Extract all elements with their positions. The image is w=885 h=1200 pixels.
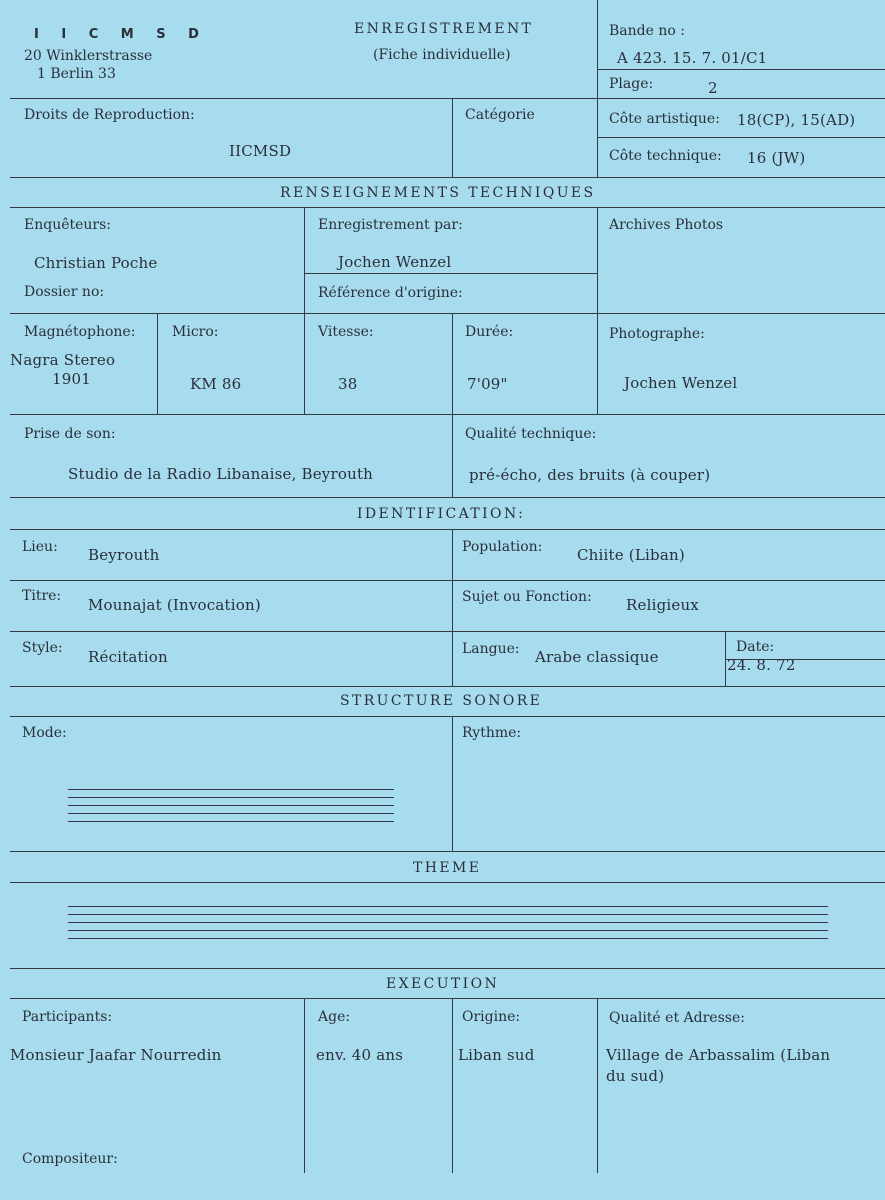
rule [10,98,885,99]
compositeur-label: Compositeur: [22,1151,118,1167]
date-value: 24. 8. 72 [727,656,796,674]
droits-label: Droits de Reproduction: [24,107,195,123]
enregistrement-par-value: Jochen Wenzel [338,253,452,271]
plage-label: Plage: [609,76,654,92]
magnetophone-value-1: Nagra Stereo [10,351,116,369]
mode-staff-line [68,813,394,814]
enqueteurs-label: Enquêteurs: [24,217,112,233]
style-label: Style: [22,640,63,656]
mode-label: Mode: [22,725,67,741]
rule [10,631,885,632]
page-title: ENREGISTREMENT [354,21,534,37]
rule [452,998,453,1173]
age-value: env. 40 ans [316,1046,404,1064]
magnetophone-label: Magnétophone: [24,324,136,340]
rule [304,998,305,1173]
participants-label: Participants: [22,1009,113,1025]
archives-photos-label: Archives Photos [609,217,724,233]
plage-value: 2 [708,79,718,97]
theme-staff-line [68,930,828,931]
qualite-technique-label: Qualité technique: [465,426,597,442]
rule [10,177,885,178]
micro-label: Micro: [172,324,219,340]
style-value: Récitation [88,648,168,666]
page-subtitle: (Fiche individuelle) [373,47,511,63]
institution-logo: I I C M S D [34,27,208,42]
langue-value: Arabe classique [535,648,659,666]
mode-staff-line [68,805,394,806]
cote-artistique-value: 18(CP), 15(AD) [737,111,856,129]
mode-staff-line [68,789,394,790]
origine-value: Liban sud [458,1046,535,1064]
rythme-label: Rythme: [462,725,522,741]
rule [304,273,597,274]
duree-label: Durée: [465,324,514,340]
section-title-identification: IDENTIFICATION: [357,506,526,522]
rule [10,207,885,208]
cote-technique-value: 16 (JW) [747,149,806,167]
categorie-label: Catégorie [465,107,535,123]
population-value: Chiite (Liban) [577,546,685,564]
rule [597,137,885,138]
rule [452,529,453,686]
rule [597,207,598,414]
lieu-value: Beyrouth [88,546,160,564]
magnetophone-value-2: 1901 [52,370,91,388]
bande-value: A 423. 15. 7. 01/C1 [617,49,768,67]
dossier-label: Dossier no: [24,284,105,300]
cote-technique-label: Côte technique: [609,148,722,164]
rule [10,998,885,999]
rule [304,207,305,414]
theme-staff-line [68,914,828,915]
titre-value: Mounajat (Invocation) [88,596,261,614]
qualite-adresse-label: Qualité et Adresse: [609,1010,745,1026]
mode-staff-line [68,797,394,798]
section-title-structure: STRUCTURE SONORE [340,693,543,709]
cote-artistique-label: Côte artistique: [609,111,720,127]
qualite-adresse-value-2: du sud) [606,1067,665,1085]
section-title-execution: EXECUTION [386,976,500,992]
age-label: Age: [318,1009,351,1025]
duree-value: 7'09" [467,375,508,393]
origine-label: Origine: [462,1009,521,1025]
qualite-technique-value: pré-écho, des bruits (à couper) [469,466,711,484]
theme-staff-line [68,922,828,923]
theme-staff-line [68,906,828,907]
rule [10,313,885,314]
vitesse-value: 38 [338,375,358,393]
droits-value: IICMSD [229,142,292,160]
rule [597,0,598,177]
theme-staff-line [68,938,828,939]
rule [10,414,885,415]
rule [10,851,885,852]
rule [10,529,885,530]
lieu-label: Lieu: [22,539,58,555]
rule [10,497,885,498]
rule [452,716,453,851]
reference-label: Référence d'origine: [318,285,463,301]
langue-label: Langue: [462,641,520,657]
address-line-2: 1 Berlin 33 [37,66,116,82]
rule [157,313,158,414]
qualite-adresse-value-1: Village de Arbassalim (Liban [606,1046,831,1064]
sujet-label: Sujet ou Fonction: [462,589,592,605]
date-label: Date: [736,639,775,655]
rule [10,882,885,883]
mode-staff-line [68,821,394,822]
enregistrement-par-label: Enregistrement par: [318,217,463,233]
rule [10,968,885,969]
prise-de-son-value: Studio de la Radio Libanaise, Beyrouth [68,465,374,483]
rule [452,98,453,177]
rule [10,580,885,581]
sujet-value: Religieux [626,596,699,614]
participants-value: Monsieur Jaafar Nourredin [10,1046,222,1064]
population-label: Population: [462,539,543,555]
bande-label: Bande no : [609,23,685,39]
rule [10,686,885,687]
section-title-techniques: RENSEIGNEMENTS TECHNIQUES [280,185,596,201]
enqueteurs-value: Christian Poche [34,254,158,272]
rule [10,716,885,717]
micro-value: KM 86 [190,375,242,393]
photographe-label: Photographe: [609,326,705,342]
address-line-1: 20 Winklerstrasse [24,48,153,64]
prise-de-son-label: Prise de son: [24,426,116,442]
titre-label: Titre: [22,588,62,604]
rule [597,69,885,70]
section-title-theme: THEME [413,860,482,876]
rule [452,313,453,497]
vitesse-label: Vitesse: [318,324,374,340]
rule [597,998,598,1173]
photographe-value: Jochen Wenzel [624,374,738,392]
